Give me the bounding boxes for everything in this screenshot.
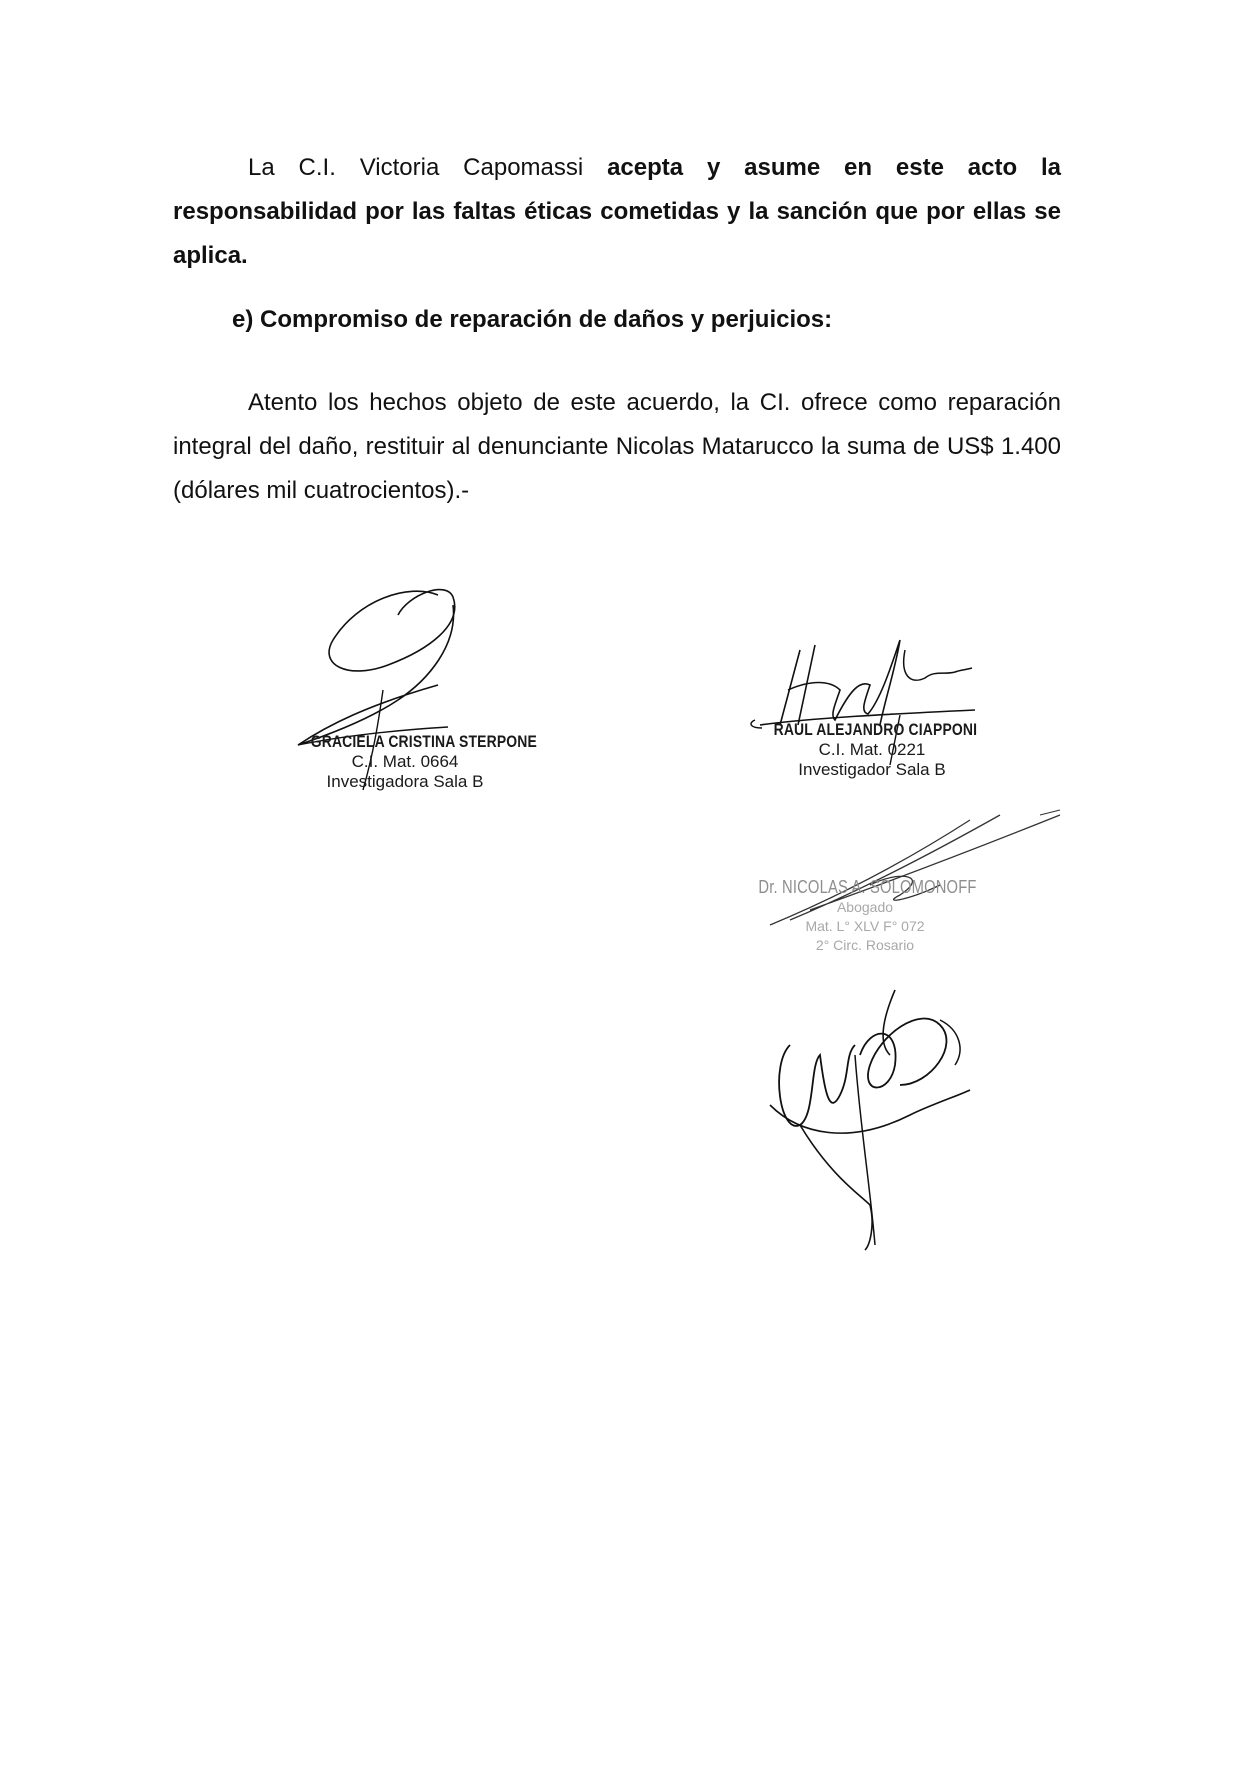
reparation-paragraph: [173, 381, 1061, 513]
signer-name-left: GRACIELA CRISTINA STERPONE: [310, 732, 537, 751]
signature-stamp-right: [752, 720, 992, 780]
lawyer-circ: 2° Circ. Rosario: [815, 937, 915, 953]
signature-stamp-left: [290, 732, 537, 792]
signer-mat-right: C.I. Mat. 0221: [818, 740, 926, 759]
lawyer-name: Dr. NICOLAS A. SOLOMONOFF: [758, 877, 977, 897]
lawyer-title: Abogado: [836, 899, 894, 915]
signer-mat-left: C.I. Mat. 0664: [351, 752, 459, 771]
acceptance-paragraph: [173, 146, 1061, 278]
reparation-text: Atento los hechos objeto de este acuerdo, la CI. ofrece como reparación integral del daño, restituir al denunciante Nicolas Matarucco la suma de US$ 1.400 (dólares mil cuatrocientos).-: [173, 389, 1061, 504]
signature-bottom-image: [760, 985, 980, 1255]
acceptance-text-plain: La C.I. Victoria Capomassi: [248, 154, 584, 181]
lawyer-mat: Mat. L° XLV F° 072: [805, 918, 925, 934]
signer-role-left: Investigadora Sala B: [326, 772, 484, 791]
signer-name-right: RAÚL ALEJANDRO CIAPPONI: [773, 720, 978, 739]
section-heading: e) Compromiso de reparación de daños y perjuicios:: [232, 306, 833, 333]
acceptance-text-bold: acepta y asume en este acto la responsabilidad por las faltas éticas cometidas y la sanción que por ellas se aplica.: [173, 154, 1061, 269]
signer-role-right: Investigador Sala B: [798, 760, 946, 779]
lawyer-stamp: [735, 877, 995, 955]
